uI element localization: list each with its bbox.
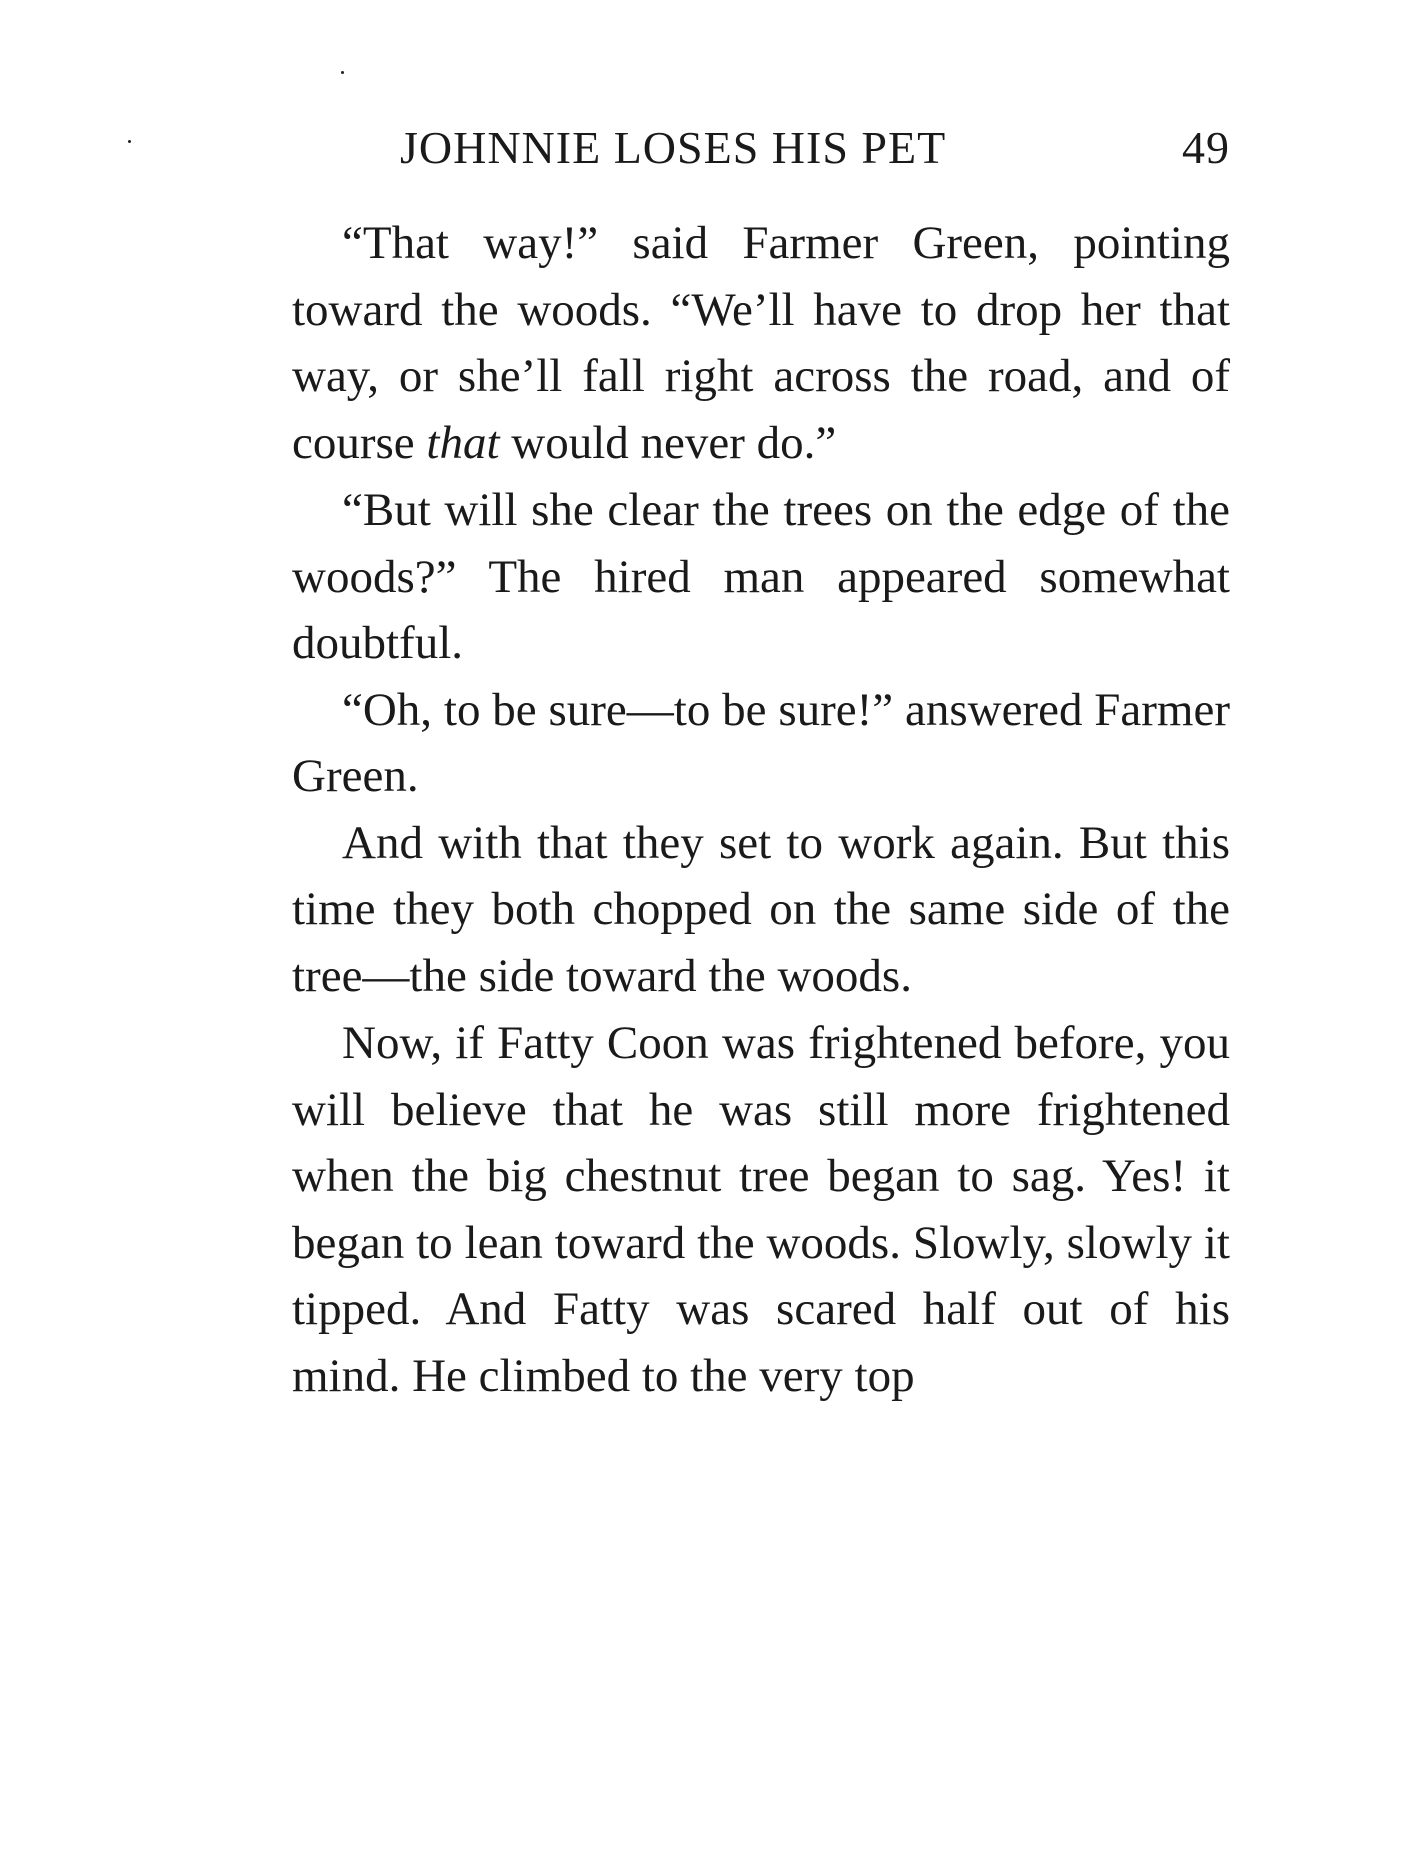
paragraph-5: Now, if Fatty Coon was frightened before, you will believe that he was still more frightened when the big chestnut tree began to sag. Yes! it began to lean toward the woods. Slowly, slowly it tipped. And Fatty was scared half out of his mind. He climbed to the very top	[292, 1017, 1230, 1402]
running-title: JOHNNIE LOSES HIS PET	[400, 122, 947, 173]
paragraph-3: “Oh, to be sure—to be sure!” answered Farmer Green.	[292, 683, 1230, 802]
paragraph-4: And with that they set to work again. But this time they both chopped on the same side of the tree—the side toward the woods.	[292, 816, 1230, 1002]
paragraph-1-text-start: “That way!” said Farmer Green, pointing toward the woods. “We’ll have to drop her that way, or she’ll fall right across the road, and of course	[292, 217, 1230, 469]
ink-speck	[341, 71, 344, 74]
paragraph-1-text-end: would never do.”	[499, 416, 837, 469]
ink-speck	[128, 140, 131, 143]
paragraph-1	[292, 210, 1230, 476]
paragraph-2: “But will she clear the trees on the edge of the woods?” The hired man appeared somewhat doubtful.	[292, 484, 1230, 669]
running-header	[400, 120, 1230, 176]
italic-emphasis: that	[426, 416, 500, 469]
body-text	[292, 210, 1230, 1409]
page-number: 49	[1182, 122, 1230, 173]
